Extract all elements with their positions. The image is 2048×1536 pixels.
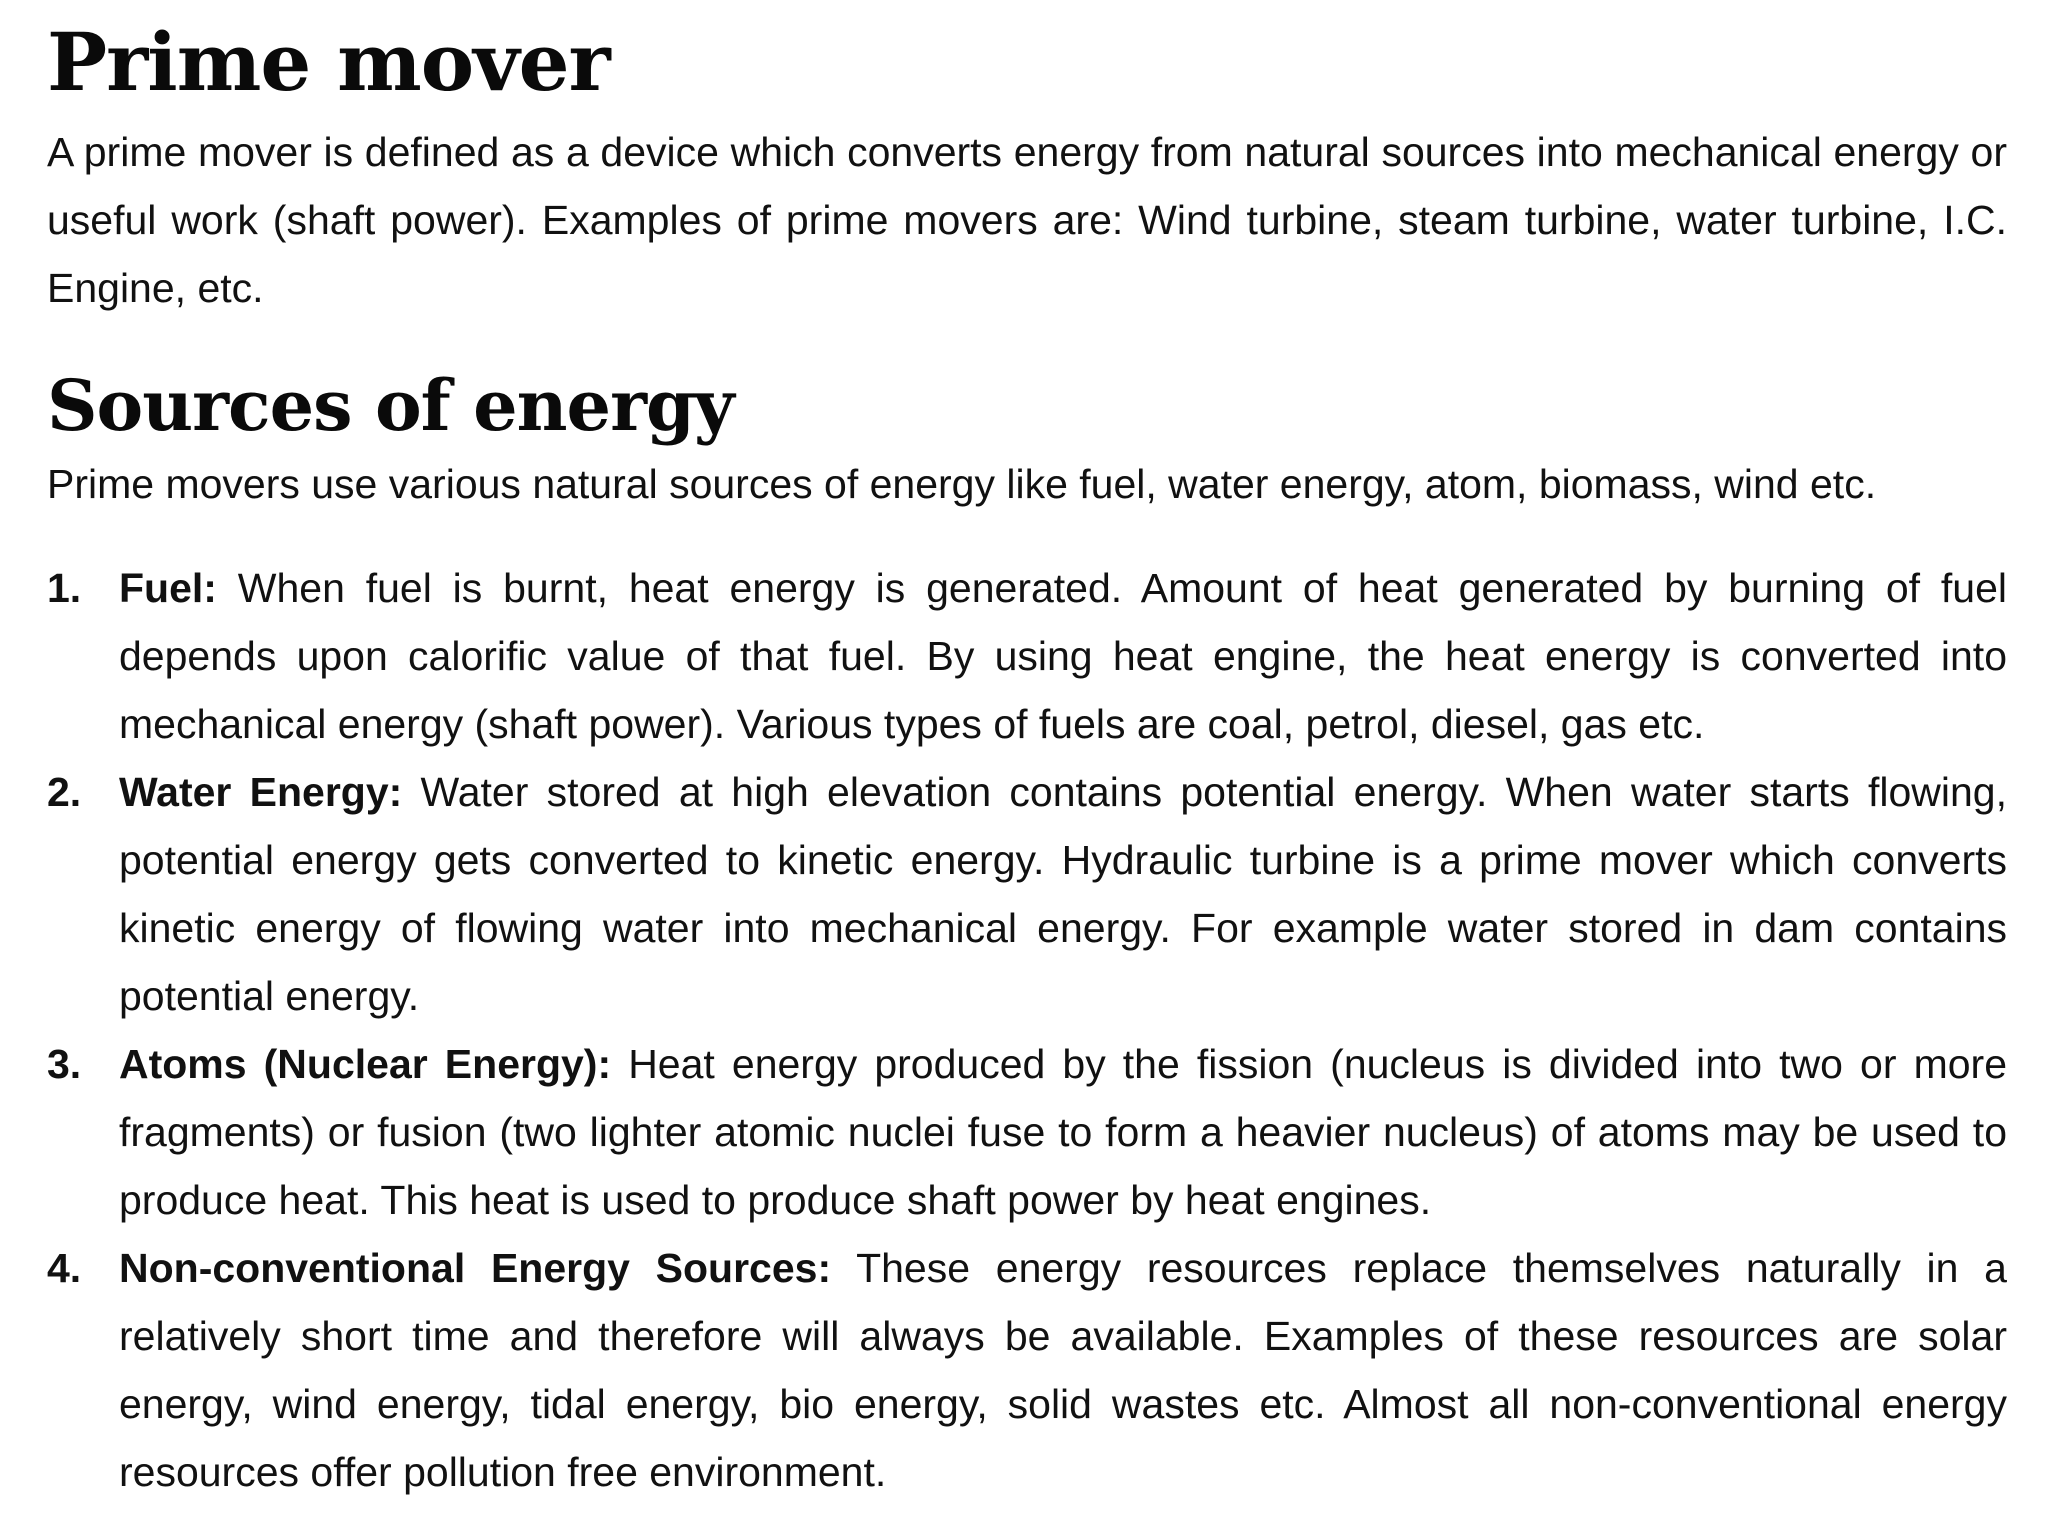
list-item [47,1234,2007,1506]
list-item-number: 2. [47,769,82,815]
heading-prime-mover: Prime mover [47,15,610,109]
list-item-term: Water Energy: [119,769,403,815]
list-item-term: Fuel: [119,565,217,611]
document-page [47,0,2007,1536]
paragraph-sources-intro: Prime movers use various natural sources of energy like fuel, water energy, atom, biomass, wind etc. [47,461,1877,507]
list-item [47,554,2007,758]
list-item-number: 1. [47,565,82,611]
list-item-number: 4. [47,1245,82,1291]
sources-list [47,554,2007,1506]
list-item-text: Water stored at high elevation contains potential energy. When water starts flowing, potential energy gets converted to kinetic energy. Hydraulic turbine is a prime mover which converts kinetic energy of flowing water into mechanical energy. For example water stored in dam contains potential energy. [119,769,2007,1019]
list-item [47,758,2007,1030]
list-item-term: Atoms (Nuclear Energy): [119,1041,612,1087]
list-item-number: 3. [47,1041,82,1087]
paragraph-prime-mover-definition: A prime mover is defined as a device which converts energy from natural sources into mechanical energy or useful work (shaft power). Examples of prime movers are: Wind turbine, steam turbine, water turbine, I.C. Engine, etc. [47,129,2007,311]
list-item-text: Heat energy produced by the fission (nucleus is divided into two or more fragments) or fusion (two lighter atomic nuclei fuse to form a heavier nucleus) of atoms may be used to produce heat. This heat is used to produce shaft power by heat engines. [119,1041,2007,1223]
list-item-term: Non-conventional Energy Sources: [119,1245,832,1291]
list-item-text: When fuel is burnt, heat energy is generated. Amount of heat generated by burning of fuel depends upon calorific value of that fuel. By using heat engine, the heat energy is converted into mechanical energy (shaft power). Various types of fuels are coal, petrol, diesel, gas etc. [119,565,2007,747]
heading-sources-of-energy: Sources of energy [47,364,734,447]
list-item [47,1030,2007,1234]
list-item-text: These energy resources replace themselves naturally in a relatively short time and therefore will always be available. Examples of these resources are solar energy, wind energy, tidal energy, bio energy, solid wastes etc. Almost all non-conventional energy resources offer pollution free environment. [119,1245,2007,1495]
